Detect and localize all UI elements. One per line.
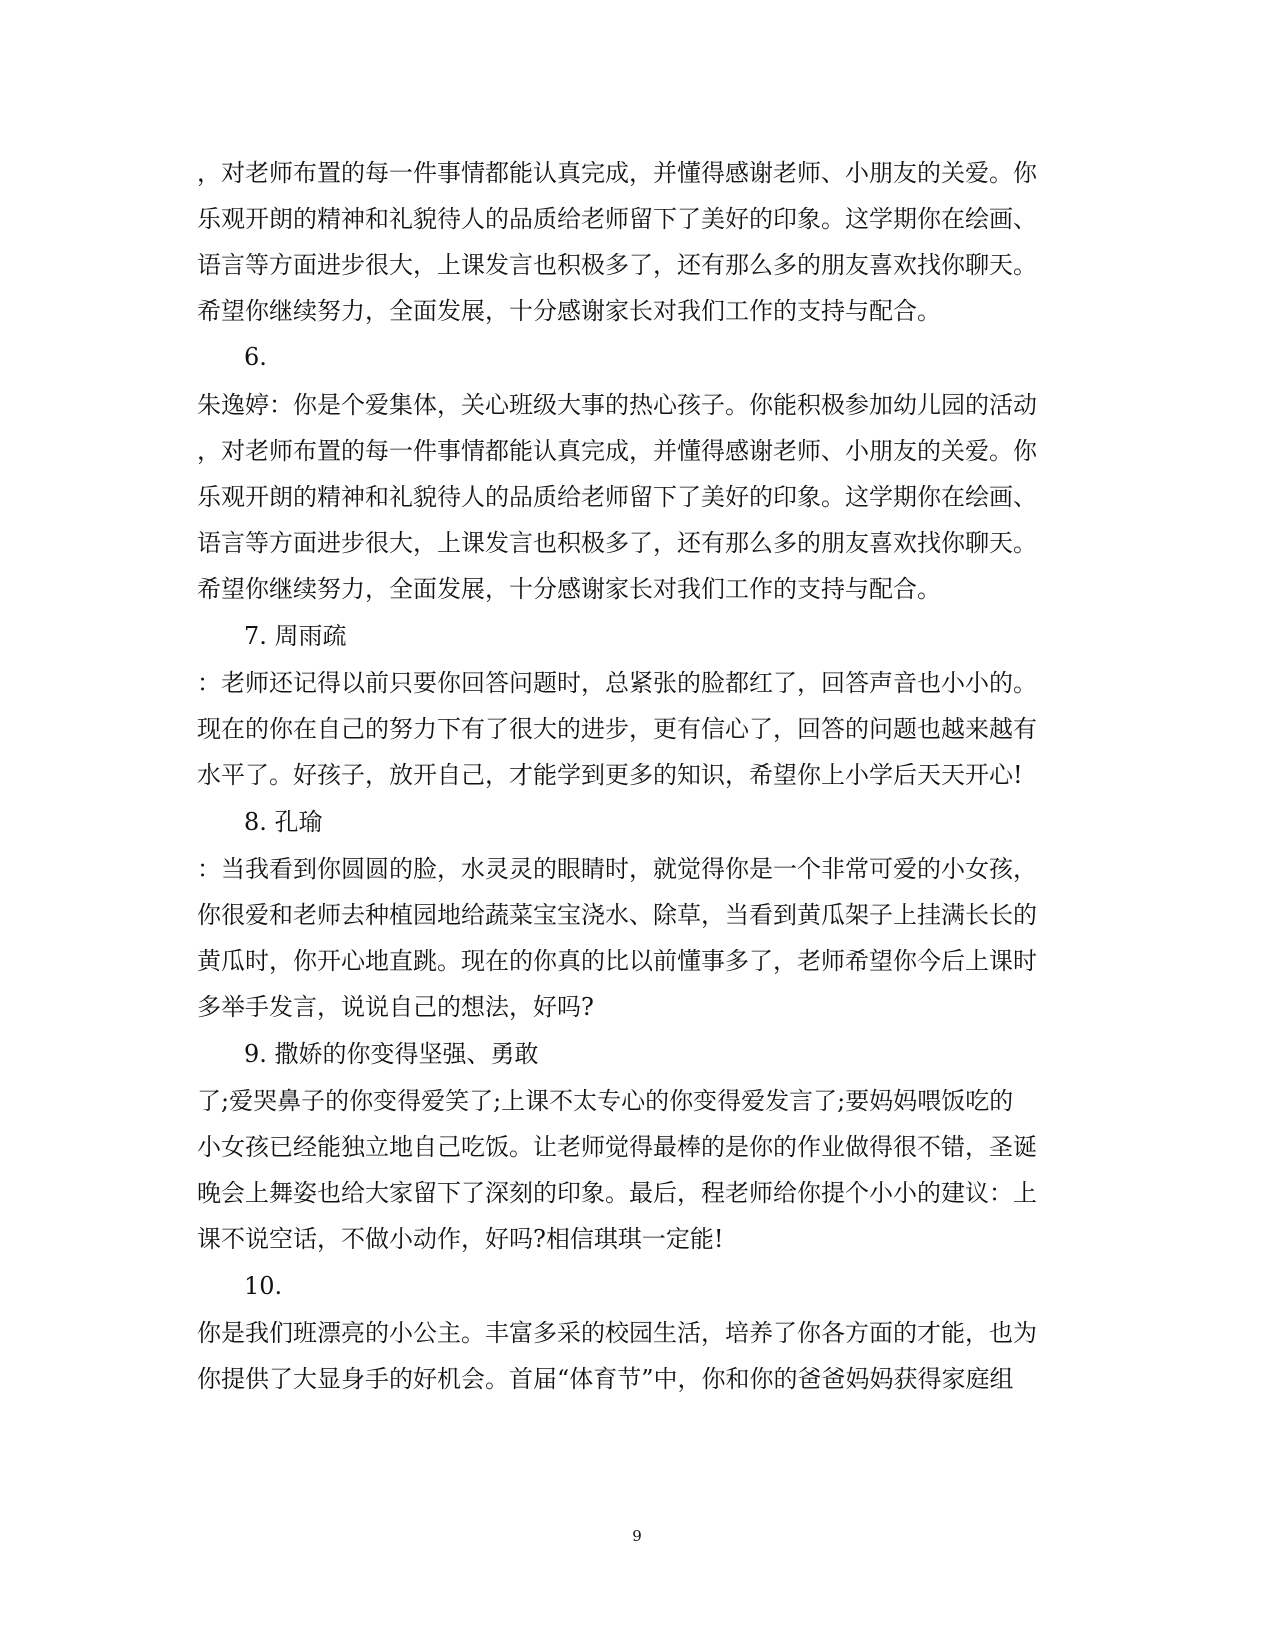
section-heading: 9. 撒娇的你变得坚强、勇敢 xyxy=(244,1040,539,1068)
text-line: 你很爱和老师去种植园地给蔬菜宝宝浇水、除草，当看到黄瓜架子上挂满长长的 xyxy=(197,901,1037,929)
text-line: 晚会上舞姿也给大家留下了深刻的印象。最后，程老师给你提个小小的建议：上 xyxy=(197,1179,1037,1207)
text-line: 课不说空话，不做小动作，好吗?相信琪琪一定能! xyxy=(197,1225,724,1253)
text-line: ：老师还记得以前只要你回答问题时，总紧张的脸都红了，回答声音也小小的。 xyxy=(197,669,1037,697)
text-line: 黄瓜时，你开心地直跳。现在的你真的比以前懂事多了，老师希望你今后上课时 xyxy=(197,947,1037,975)
section-heading: 7. 周雨疏 xyxy=(244,622,347,650)
text-line: ，对老师布置的每一件事情都能认真完成，并懂得感谢老师、小朋友的关爱。你 xyxy=(197,437,1037,465)
section-heading: 8. 孔瑜 xyxy=(244,808,323,836)
text-line: 多举手发言，说说自己的想法，好吗? xyxy=(197,993,594,1021)
text-line: ，对老师布置的每一件事情都能认真完成，并懂得感谢老师、小朋友的关爱。你 xyxy=(197,159,1037,187)
text-line: 语言等方面进步很大，上课发言也积极多了，还有那么多的朋友喜欢找你聊天。 xyxy=(197,251,1037,279)
text-line: 乐观开朗的精神和礼貌待人的品质给老师留下了美好的印象。这学期你在绘画、 xyxy=(197,483,1037,511)
page-number: 9 xyxy=(632,1527,642,1545)
section-number: 10. xyxy=(244,1272,283,1300)
section-number: 6. xyxy=(244,343,267,371)
text-line: 朱逸婷：你是个爱集体，关心班级大事的热心孩子。你能积极参加幼儿园的活动 xyxy=(197,391,1037,419)
text-line: 你提供了大显身手的好机会。首届“体育节”中，你和你的爸爸妈妈获得家庭组 xyxy=(197,1365,1014,1393)
text-line: 乐观开朗的精神和礼貌待人的品质给老师留下了美好的印象。这学期你在绘画、 xyxy=(197,205,1037,233)
text-line: 小女孩已经能独立地自己吃饭。让老师觉得最棒的是你的作业做得很不错，圣诞 xyxy=(197,1133,1037,1161)
text-line: 了;爱哭鼻子的你变得爱笑了;上课不太专心的你变得爱发言了;要妈妈喂饭吃的 xyxy=(197,1087,1014,1115)
text-line: 你是我们班漂亮的小公主。丰富多采的校园生活，培养了你各方面的才能，也为 xyxy=(197,1319,1037,1347)
text-line: 希望你继续努力，全面发展，十分感谢家长对我们工作的支持与配合。 xyxy=(197,297,941,325)
text-line: 希望你继续努力，全面发展，十分感谢家长对我们工作的支持与配合。 xyxy=(197,575,941,603)
text-line: 现在的你在自己的努力下有了很大的进步，更有信心了，回答的问题也越来越有 xyxy=(197,715,1037,743)
text-line: 语言等方面进步很大，上课发言也积极多了，还有那么多的朋友喜欢找你聊天。 xyxy=(197,529,1037,557)
text-line: 水平了。好孩子，放开自己，才能学到更多的知识，希望你上小学后天天开心! xyxy=(197,761,1023,789)
text-line: ：当我看到你圆圆的脸，水灵灵的眼睛时，就觉得你是一个非常可爱的小女孩， xyxy=(197,855,1037,883)
